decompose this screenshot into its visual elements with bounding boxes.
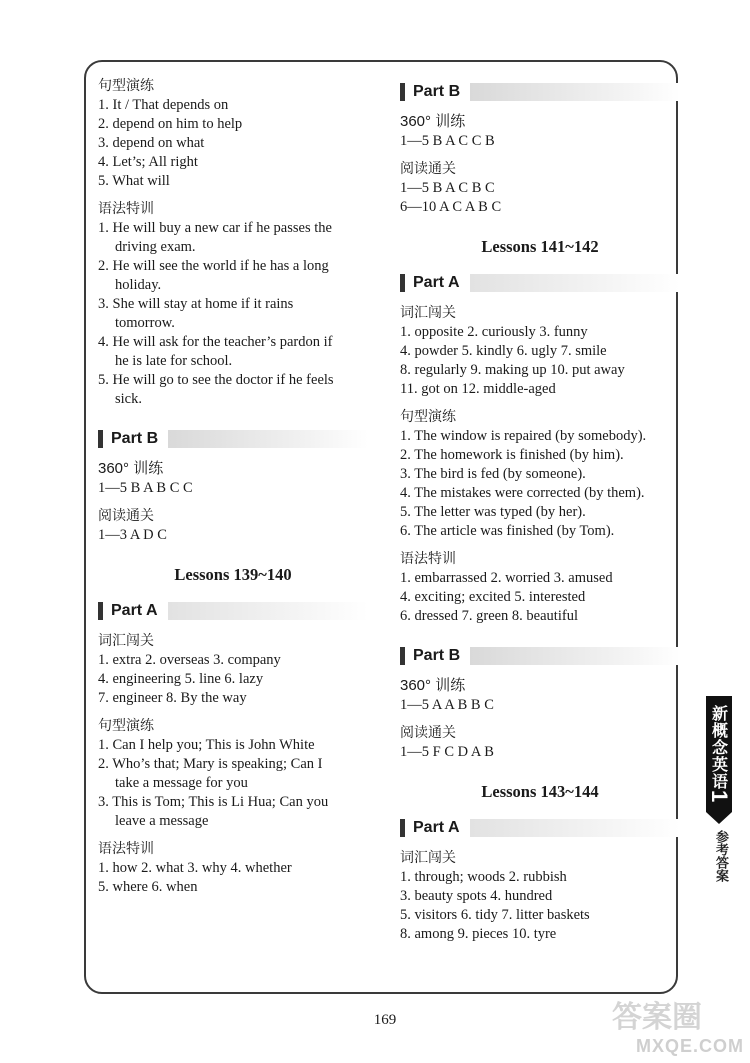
- answer-line: 5. He will go to see the doctor if he feels: [98, 372, 334, 388]
- part-a-header: [400, 269, 680, 297]
- watermark-url: MXQE.COM: [636, 1036, 745, 1056]
- answer-line: 1. The window is repaired (by somebody).: [400, 428, 647, 444]
- answer-line: holiday.: [115, 277, 162, 293]
- answer-line: 5. visitors 6. tidy 7. litter baskets: [400, 907, 590, 923]
- section-title: 360° 训练: [400, 677, 466, 694]
- section-title: 语法特训: [98, 841, 154, 857]
- section-title: 词汇闯关: [400, 305, 456, 321]
- answer-line: 1—5 F C D A B: [400, 744, 494, 760]
- answer-line: 5. What will: [98, 173, 170, 189]
- answer-line: 1. opposite 2. curiously 3. funny: [400, 324, 588, 340]
- answer-line: 2. The homework is finished (by him).: [400, 447, 624, 463]
- section-title: 阅读通关: [400, 161, 456, 177]
- answer-line: 3. The bird is fed (by someone).: [400, 466, 586, 482]
- section-title: 语法特训: [98, 201, 154, 217]
- answer-line: 1. how 2. what 3. why 4. whether: [98, 860, 292, 876]
- part-b-header: [400, 78, 680, 106]
- section-title: 词汇闯关: [400, 850, 456, 866]
- answer-line: 2. depend on him to help: [98, 116, 243, 132]
- answer-line: 8. regularly 9. making up 10. put away: [400, 362, 625, 378]
- book-title: 新概念英语: [709, 704, 729, 790]
- answer-line: 5. The letter was typed (by her).: [400, 504, 586, 520]
- answer-line: 5. where 6. when: [98, 879, 198, 895]
- answer-line: 1. He will buy a new car if he passes the: [98, 220, 332, 236]
- page-number: 169: [373, 1012, 397, 1028]
- part-label: Part B: [413, 83, 461, 100]
- answer-line: 6. dressed 7. green 8. beautiful: [400, 608, 578, 624]
- section-title: 阅读通关: [98, 508, 154, 524]
- answer-line: 4. powder 5. kindly 6. ugly 7. smile: [400, 343, 607, 359]
- book-volume: 1: [707, 789, 732, 804]
- part-label: Part A: [413, 819, 460, 836]
- part-marker-icon: [400, 819, 405, 837]
- section-title: 360° 训练: [400, 113, 466, 130]
- book-title-tab: [706, 696, 732, 812]
- answer-line: 1—3 A D C: [98, 527, 167, 543]
- answer-line: leave a message: [115, 813, 209, 829]
- answer-line: 3. depend on what: [98, 135, 205, 151]
- part-b-header: [98, 425, 368, 453]
- answer-line: 2. He will see the world if he has a long: [98, 258, 329, 274]
- answer-line: 1—5 B A B C C: [98, 480, 193, 496]
- answer-line: 1—5 B A C C B: [400, 133, 495, 149]
- answer-line: 8. among 9. pieces 10. tyre: [400, 926, 557, 942]
- part-label: Part A: [413, 274, 460, 291]
- section-title: 语法特训: [400, 551, 456, 567]
- answer-line: 1—5 A A B B C: [400, 697, 494, 713]
- part-b-header: [400, 642, 680, 670]
- answer-line: 4. Let’s; All right: [98, 154, 198, 170]
- part-marker-icon: [98, 430, 103, 448]
- answer-line: 1. embarrassed 2. worried 3. amused: [400, 570, 613, 586]
- answer-line: 2. Who’s that; Mary is speaking; Can I: [98, 756, 323, 772]
- answer-line: he is late for school.: [115, 353, 233, 369]
- left-column: [98, 76, 368, 897]
- answer-line: 6. The article was finished (by Tom).: [400, 523, 615, 539]
- answer-line: 4. exciting; excited 5. interested: [400, 589, 586, 605]
- part-a-header: [98, 597, 368, 625]
- answer-line: 3. beauty spots 4. hundred: [400, 888, 553, 904]
- answer-line: 1. extra 2. overseas 3. company: [98, 652, 281, 668]
- answer-key-label: 参考答案: [713, 830, 728, 882]
- answer-line: 4. The mistakes were corrected (by them).: [400, 485, 645, 501]
- answer-line: driving exam.: [115, 239, 196, 255]
- watermark-logo: 答案圈: [612, 1000, 702, 1035]
- section-title: 阅读通关: [400, 725, 456, 741]
- section-title: 句型演练: [98, 78, 154, 94]
- answer-line: 1. It / That depends on: [98, 97, 229, 113]
- answer-line: 1. Can I help you; This is John White: [98, 737, 315, 753]
- lessons-heading: Lessons 139~140: [174, 565, 292, 584]
- section-title: 句型演练: [400, 409, 456, 425]
- answer-line: 6—10 A C A B C: [400, 199, 502, 215]
- part-label: Part A: [111, 602, 158, 619]
- lessons-heading: Lessons 141~142: [481, 237, 599, 256]
- section-title: 句型演练: [98, 718, 154, 734]
- part-marker-icon: [400, 274, 405, 292]
- answer-line: sick.: [115, 391, 142, 407]
- lessons-heading: Lessons 143~144: [481, 782, 599, 801]
- answer-line: 1—5 B A C B C: [400, 180, 495, 196]
- answer-line: 4. He will ask for the teacher’s pardon if: [98, 334, 333, 350]
- part-marker-icon: [400, 83, 405, 101]
- answer-line: 3. She will stay at home if it rains: [98, 296, 294, 312]
- section-title: 360° 训练: [98, 460, 164, 477]
- part-marker-icon: [400, 647, 405, 665]
- answer-line: 11. got on 12. middle-aged: [400, 381, 556, 397]
- answer-line: tomorrow.: [115, 315, 175, 331]
- answer-line: take a message for you: [115, 775, 248, 791]
- part-label: Part B: [111, 430, 159, 447]
- part-a-header: [400, 814, 680, 842]
- answer-line: 3. This is Tom; This is Li Hua; Can you: [98, 794, 329, 810]
- tab-arrow-icon: [706, 812, 732, 824]
- part-label: Part B: [413, 647, 461, 664]
- answer-line: 1. through; woods 2. rubbish: [400, 869, 567, 885]
- answer-line: 7. engineer 8. By the way: [98, 690, 247, 706]
- section-title: 词汇闯关: [98, 633, 154, 649]
- part-marker-icon: [98, 602, 103, 620]
- right-column: [400, 76, 680, 944]
- answer-line: 4. engineering 5. line 6. lazy: [98, 671, 264, 687]
